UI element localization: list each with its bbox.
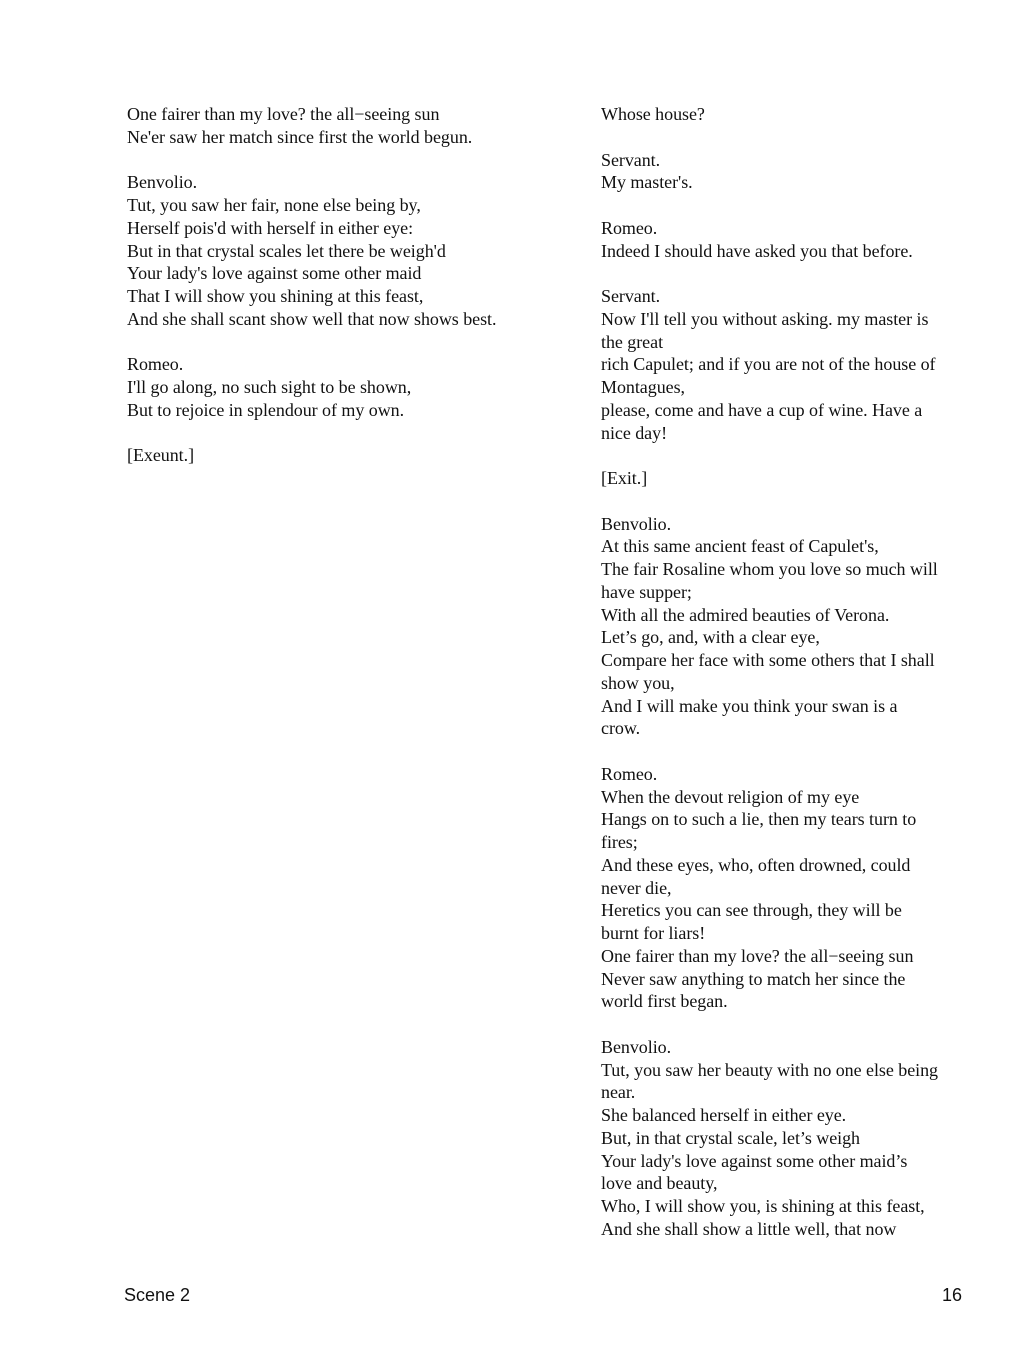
text-line: I'll go along, no such sight to be shown, xyxy=(127,377,412,397)
speaker-name: Servant. xyxy=(601,286,661,306)
text-line: One fairer than my love? the all−seeing sun xyxy=(127,104,440,124)
speaker-name: Romeo. xyxy=(127,354,184,375)
text-line: Never saw anything to match her since the xyxy=(601,968,906,989)
text-line: near. xyxy=(601,1082,636,1103)
text-line: Herself pois'd with herself in either eye: xyxy=(127,217,414,238)
text-line: With all the admired beauties of Verona. xyxy=(601,604,890,625)
blank-line xyxy=(601,194,981,217)
blank-line xyxy=(601,444,981,467)
text-line: Montagues, xyxy=(601,377,685,397)
text-line: please, come and have a cup of wine. Have a xyxy=(601,399,923,420)
text-line: fires; xyxy=(601,832,638,852)
stage-direction: [Exeunt.] xyxy=(127,445,195,466)
text-line: Who, I will show you, is shining at this feast, xyxy=(601,1196,925,1216)
text-line: burnt for liars! xyxy=(601,923,706,943)
text-line: Let’s go, and, with a clear eye, xyxy=(601,627,820,648)
text-line: The fair Rosaline whom you love so much will xyxy=(601,559,938,579)
text-line: Tut, you saw her beauty with no one else being xyxy=(601,1059,938,1080)
blank-line xyxy=(601,1013,981,1036)
footer-section-label: Scene 2 xyxy=(124,1285,191,1305)
blank-line xyxy=(127,422,567,445)
text-line: world first began. xyxy=(601,991,728,1012)
text-line: have supper; xyxy=(601,581,692,602)
speaker-name: Servant. xyxy=(601,149,661,170)
blank-line xyxy=(601,490,981,513)
text-line: But to rejoice in splendour of my own. xyxy=(127,399,405,420)
text-line: show you, xyxy=(601,672,675,693)
text-line: Heretics you can see through, they will be xyxy=(601,900,902,921)
text-line: crow. xyxy=(601,718,641,739)
text-line: nice day! xyxy=(601,422,668,443)
speaker-name: Benvolio. xyxy=(127,172,198,193)
blank-line xyxy=(601,740,981,763)
footer-page-number: 16 xyxy=(941,1285,962,1305)
text-line: But in that crystal scales let there be weigh'd xyxy=(127,240,446,261)
text-line: My master's. xyxy=(601,172,693,193)
speaker-name: Romeo. xyxy=(601,763,658,784)
right-text-column xyxy=(601,103,981,1241)
text-line: Hangs on to such a lie, then my tears turn to xyxy=(601,809,917,830)
text-line: And she shall scant show well that now shows best. xyxy=(127,308,497,329)
text-line: At this same ancient feast of Capulet's, xyxy=(601,536,879,557)
text-line: And I will make you think your swan is a xyxy=(601,695,898,716)
left-text-column xyxy=(127,103,567,467)
blank-line xyxy=(601,126,981,149)
text-line: And she shall show a little well, that now xyxy=(601,1218,897,1239)
text-line: Ne'er saw her match since first the world begun. xyxy=(127,126,473,147)
text-line: When the devout religion of my eye xyxy=(601,786,860,807)
text-line: Whose house? xyxy=(601,104,705,124)
text-line: never die, xyxy=(601,877,672,898)
text-line: She balanced herself in either eye. xyxy=(601,1105,847,1125)
text-line: One fairer than my love? the all−seeing sun xyxy=(601,945,914,966)
text-line: Indeed I should have asked you that before. xyxy=(601,240,913,261)
blank-line xyxy=(601,262,981,285)
stage-direction: [Exit.] xyxy=(601,468,648,488)
speaker-name: Benvolio. xyxy=(601,513,672,534)
text-line: But, in that crystal scale, let’s weigh xyxy=(601,1127,860,1148)
text-line: rich Capulet; and if you are not of the house of xyxy=(601,354,936,375)
blank-line xyxy=(127,331,567,354)
speaker-name: Benvolio. xyxy=(601,1036,672,1057)
text-line: the great xyxy=(601,331,664,352)
text-line: Your lady's love against some other maid xyxy=(127,263,422,284)
text-line: Compare her face with some others that I shall xyxy=(601,650,935,670)
text-line: Now I'll tell you without asking. my master is xyxy=(601,308,929,329)
text-line: Tut, you saw her fair, none else being by, xyxy=(127,195,421,215)
text-line: love and beauty, xyxy=(601,1173,718,1194)
text-line: Your lady's love against some other maid’s xyxy=(601,1150,908,1171)
speaker-name: Romeo. xyxy=(601,217,658,238)
text-line: That I will show you shining at this feast, xyxy=(127,286,424,306)
text-line: And these eyes, who, often drowned, could xyxy=(601,854,911,875)
blank-line xyxy=(127,149,567,172)
